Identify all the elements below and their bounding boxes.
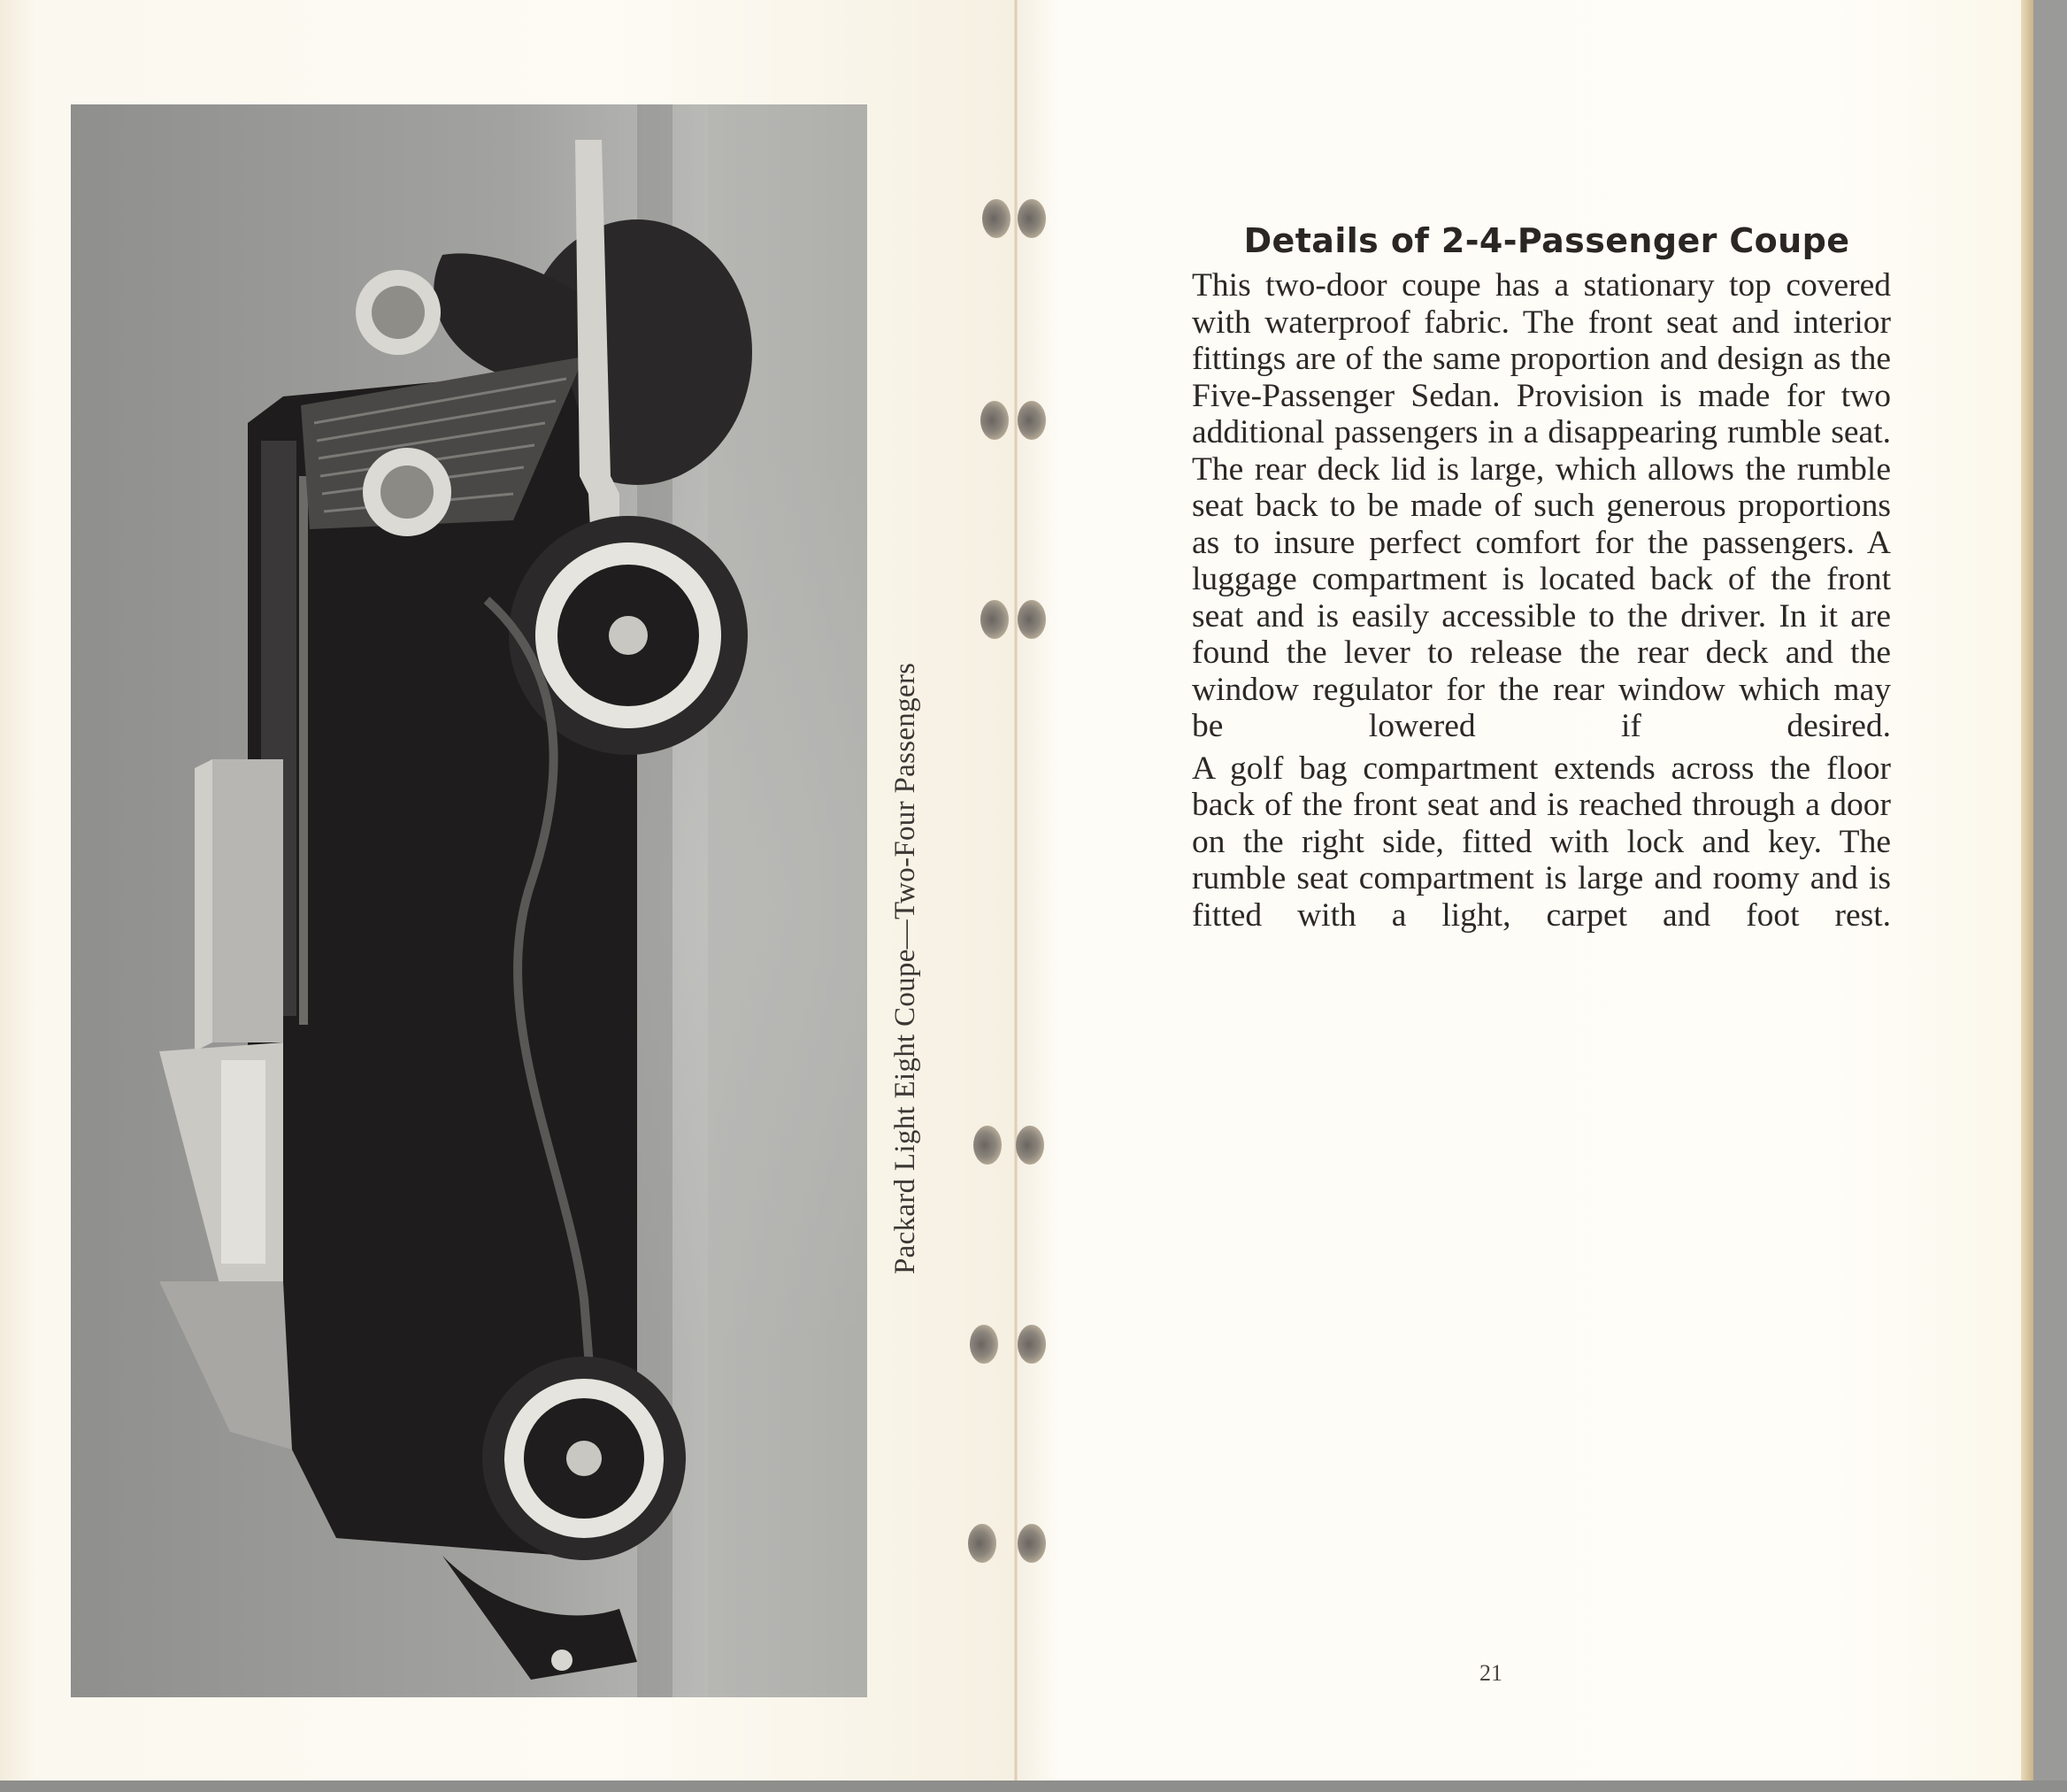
binding-hole [1018,600,1046,639]
binding-hole [1018,401,1046,440]
photo-caption: Packard Light Eight Coupe—Two-Four Passengers [889,662,921,1274]
binding-hole [982,199,1010,238]
binding-hole [980,600,1009,639]
body-paragraph: A golf bag compartment extends across the floor back of the front seat and is reached through a door on the right side, fitted with lock and key. The rumble seat compartment is large and roomy and is fitted with a light, carpet and foot rest. [1192,750,1891,934]
scan-background [0,1780,2067,1792]
page-heading: Details of 2-4-Passenger Coupe [1243,221,1850,260]
binding-hole [968,1524,996,1563]
binding-hole [1018,199,1046,238]
book-gutter [1014,0,1018,1780]
binding-hole [973,1126,1002,1165]
page-edge [2021,0,2033,1780]
car-illustration-icon [71,104,867,1697]
body-text [1192,267,1891,934]
body-paragraph: This two-door coupe has a stationary top covered with waterproof fabric. The front seat and interior fittings are of the same proportion and design as the Five-Passenger Sedan. Provision is made for two additional passengers in a disappearing rumble seat. The rear deck lid is large, which allows the rumble seat back to be made of such generous proportions as to insure perfect comfort for the passengers. A luggage compartment is located back of the front seat and is easily accessible to the driver. In it are found the lever to release the rear deck and the window regulator for the rear window which may be lowered if desired. [1192,267,1891,744]
binding-hole [1018,1524,1046,1563]
binding-hole [1018,1325,1046,1364]
binding-hole [1016,1126,1044,1165]
car-photo [71,104,867,1697]
page-number: 21 [1479,1660,1502,1686]
binding-hole [980,401,1009,440]
binding-hole [970,1325,998,1364]
